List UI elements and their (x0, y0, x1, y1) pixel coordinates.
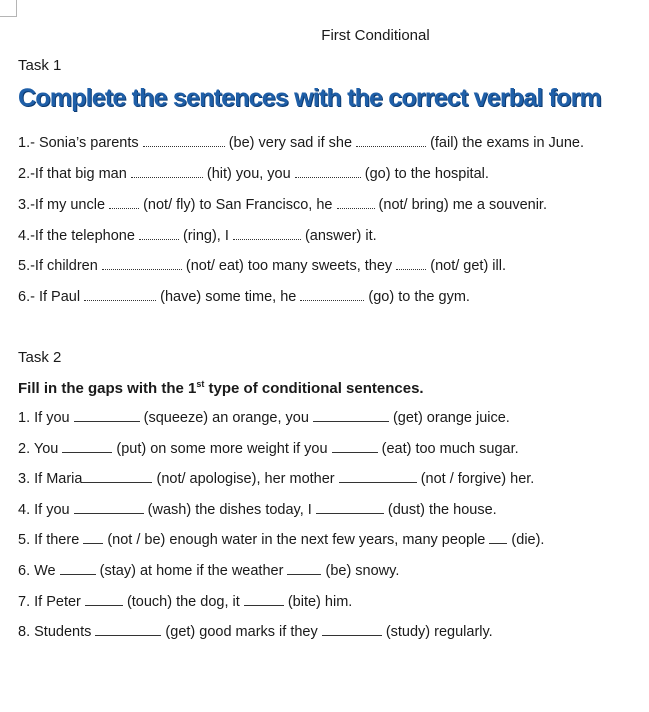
blank-2[interactable] (300, 290, 364, 301)
blank-2[interactable] (332, 441, 378, 453)
blank-1[interactable] (74, 410, 140, 422)
sentence-text: (hit) you, you (206, 166, 291, 182)
blank-2[interactable] (316, 502, 384, 514)
sentence-text: (not/ fly) to San Francisco, he (143, 197, 333, 213)
instr-text: Fill in the gaps with the 1 (18, 380, 197, 397)
sentence-text: 5. If there (18, 532, 80, 548)
sentence-text: (have) some time, he (160, 289, 297, 305)
blank-1[interactable] (60, 563, 96, 575)
sentence-text: (stay) at home if the weather (99, 563, 284, 579)
instr-text: type of conditional sentences. (204, 380, 424, 397)
blank-1[interactable] (62, 441, 112, 453)
sentence-text: (go) to the hospital. (364, 166, 489, 182)
task2-sentence-3 (18, 471, 534, 487)
sentence-text: (dust) the house. (387, 502, 497, 518)
instr-superscript: st (196, 379, 205, 389)
blank-1[interactable] (85, 594, 123, 606)
sentence-text: (study) regularly. (385, 624, 493, 640)
task2-sentence-2 (18, 441, 519, 457)
task1-label: Task 1 (18, 57, 62, 74)
page-corner-mark (0, 0, 17, 17)
sentence-text: (not/ eat) too many sweets, they (185, 258, 393, 274)
sentence-text: 6.- If Paul (18, 289, 81, 305)
blank-1[interactable] (131, 167, 203, 178)
sentence-text: (answer) it. (304, 228, 377, 244)
task2-sentence-5 (18, 532, 544, 548)
task1-sentence-5 (18, 258, 506, 274)
sentence-text: (not/ get) ill. (430, 258, 506, 274)
task2-sentence-7 (18, 594, 352, 610)
sentence-text: (not / forgive) her. (420, 471, 535, 487)
sentence-text: 5.-If children (18, 258, 98, 274)
sentence-text: (not/ apologise), her mother (156, 471, 335, 487)
sentence-text: 3. If Maria (18, 471, 83, 487)
task2-sentence-6 (18, 563, 399, 579)
blank-1[interactable] (82, 471, 152, 483)
task2-instructions (18, 379, 424, 397)
blank-1[interactable] (109, 198, 139, 209)
sentence-text: (get) orange juice. (392, 410, 510, 426)
sentence-text: (not/ bring) me a souvenir. (378, 197, 547, 213)
sentence-text: (be) very sad if she (228, 135, 353, 151)
blank-2[interactable] (244, 594, 284, 606)
task1-sentence-2 (18, 166, 489, 182)
task1-sentence-4 (18, 228, 377, 244)
blank-1[interactable] (95, 624, 161, 636)
sentence-text: (be) snowy. (325, 563, 400, 579)
sentence-text: 6. We (18, 563, 56, 579)
sentence-text: (die). (511, 532, 545, 548)
blank-1[interactable] (143, 136, 225, 147)
sentence-text: (touch) the dog, it (126, 594, 240, 610)
task2-sentence-4 (18, 502, 497, 518)
sentence-text: 1. If you (18, 410, 70, 426)
sentence-text: (put) on some more weight if you (116, 441, 328, 457)
sentence-text: (not / be) enough water in the next few years, many people (107, 532, 486, 548)
sentence-text: 4.-If the telephone (18, 228, 135, 244)
blank-2[interactable] (295, 167, 361, 178)
blank-2[interactable] (396, 259, 426, 270)
sentence-text: 2. You (18, 441, 59, 457)
blank-1[interactable] (74, 502, 144, 514)
sentence-text: (wash) the dishes today, I (147, 502, 312, 518)
page-title: First Conditional (321, 27, 430, 44)
sentence-text: 8. Students (18, 624, 92, 640)
sentence-text: (ring), I (182, 228, 229, 244)
sentence-text: (get) good marks if they (165, 624, 318, 640)
blank-2[interactable] (339, 471, 417, 483)
task1-sentence-3 (18, 197, 547, 213)
blank-2[interactable] (287, 563, 321, 575)
blank-2[interactable] (322, 624, 382, 636)
blank-2[interactable] (233, 229, 301, 240)
sentence-text: (go) to the gym. (368, 289, 470, 305)
task1-sentence-1 (18, 135, 584, 151)
sentence-text: 2.-If that big man (18, 166, 127, 182)
task2-label: Task 2 (18, 349, 62, 366)
blank-1[interactable] (139, 229, 179, 240)
blank-2[interactable] (337, 198, 375, 209)
task1-sentence-6 (18, 289, 470, 305)
blank-1[interactable] (84, 290, 156, 301)
sentence-text: 1.- Sonia’s parents (18, 135, 139, 151)
sentence-text: 4. If you (18, 502, 70, 518)
sentence-text: 7. If Peter (18, 594, 81, 610)
task1-heading: Complete the sentences with the correct verbal form (18, 84, 601, 112)
sentence-text: 3.-If my uncle (18, 197, 106, 213)
blank-1[interactable] (83, 532, 103, 544)
blank-2[interactable] (489, 532, 507, 544)
task2-sentence-8 (18, 624, 493, 640)
sentence-text: (fail) the exams in June. (430, 135, 585, 151)
blank-2[interactable] (313, 410, 389, 422)
blank-2[interactable] (356, 136, 426, 147)
blank-1[interactable] (102, 259, 182, 270)
sentence-text: (eat) too much sugar. (381, 441, 519, 457)
sentence-text: (bite) him. (287, 594, 353, 610)
task2-sentence-1 (18, 410, 510, 426)
sentence-text: (squeeze) an orange, you (143, 410, 309, 426)
